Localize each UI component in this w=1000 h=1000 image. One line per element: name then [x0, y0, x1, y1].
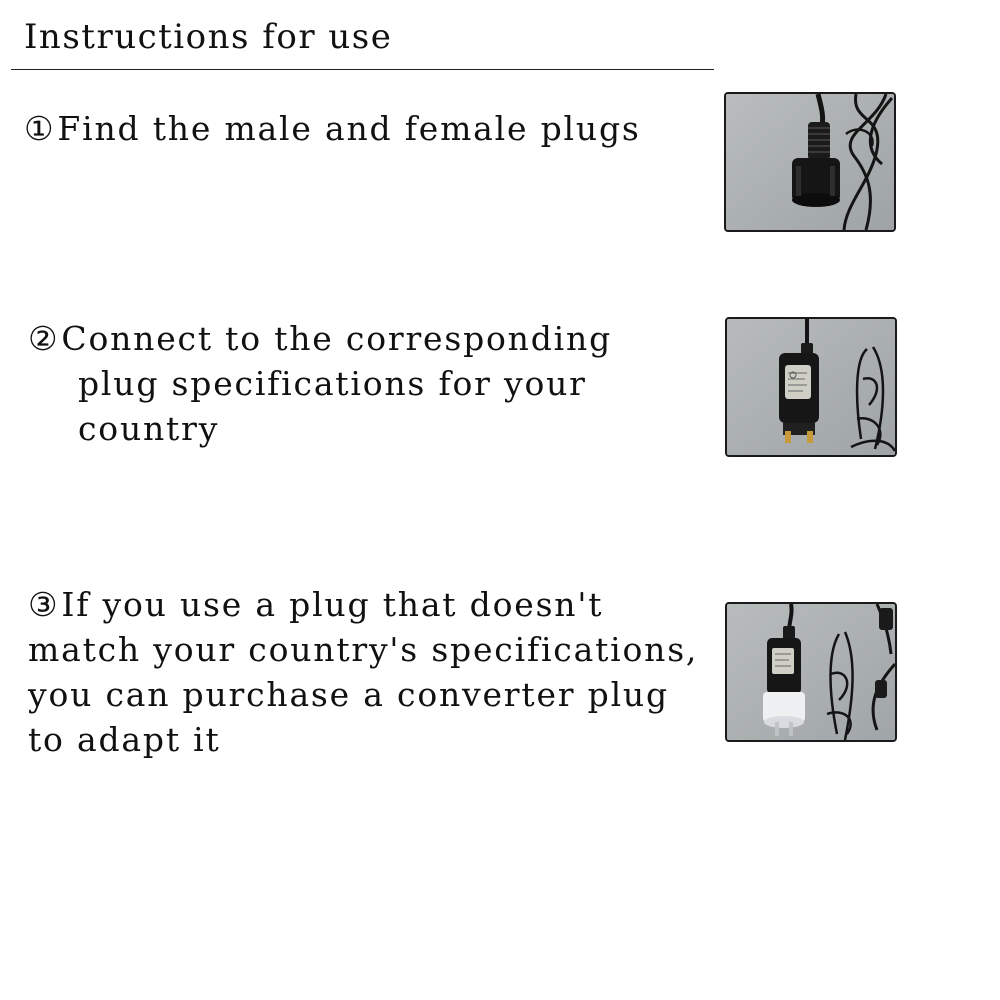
- step-3-line-1: ③If you use a plug that doesn't: [28, 582, 698, 627]
- female-plug-connector-icon: [726, 94, 894, 230]
- page-title: Instructions for use: [24, 17, 393, 57]
- step-2-line-3: country: [78, 409, 220, 448]
- step-1-line-1: ①Find the male and female plugs: [24, 106, 641, 151]
- instruction-step-3: [28, 582, 698, 762]
- step-1-number: ①: [24, 109, 56, 148]
- step-3-line-2: match your country's specifications,: [28, 630, 699, 669]
- instruction-step-1: [24, 106, 641, 151]
- step-2-number: ②: [28, 319, 60, 358]
- step-2-line-2: plug specifications for your: [78, 364, 587, 403]
- instruction-step-2: [28, 316, 612, 451]
- step-3-number: ③: [28, 585, 60, 624]
- step-3-line-4: to adapt it: [28, 720, 221, 759]
- step-2-line-1: ②Connect to the corresponding: [28, 316, 612, 361]
- female-plug-connector-photo: [724, 92, 896, 232]
- title-divider: [11, 69, 714, 70]
- uk-plug-adapter-icon: [727, 319, 895, 455]
- uk-plug-adapter-photo: [725, 317, 897, 457]
- converter-plug-icon: [727, 604, 895, 740]
- converter-plug-photo: [725, 602, 897, 742]
- step-3-line-3: you can purchase a converter plug: [28, 675, 669, 714]
